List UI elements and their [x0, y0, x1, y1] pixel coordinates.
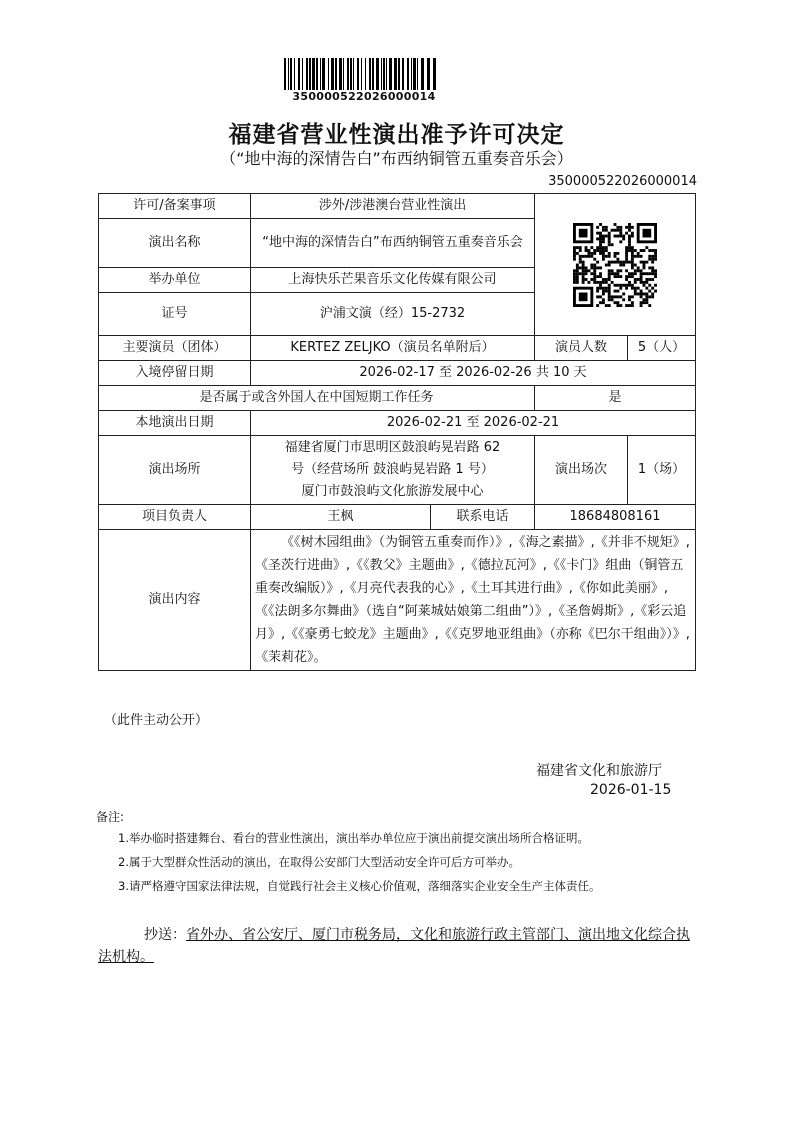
venue-line: 厦门市鼓浪屿文化旅游发展中心	[301, 484, 484, 499]
document-subtitle: （“地中海的深情告白”布西纳铜管五重奏音乐会）	[220, 149, 573, 168]
license-no-value: 沪浦文演（经）15-2732	[251, 293, 535, 336]
foreign-work-label: 是否属于或含外国人在中国短期工作任务	[99, 386, 535, 411]
phone-label: 联系电话	[431, 505, 535, 530]
note-item: 1.举办临时搭建舞台、看台的营业性演出，演出举办单位应于演出前提交演出场所合格证明。	[118, 831, 589, 845]
venue-line: 福建省厦门市思明区鼓浪屿晃岩路 62	[284, 440, 501, 455]
barcode-number: 350000522026000014	[292, 90, 436, 103]
performer-count-value: 5（人）	[628, 336, 696, 361]
issuer-name: 福建省文化和旅游厅	[536, 763, 662, 779]
table-row	[99, 436, 696, 505]
sessions-value: 1（场）	[628, 436, 696, 505]
notes-label: 备注:	[96, 810, 125, 824]
show-name-label: 演出名称	[99, 219, 251, 268]
license-no-label: 证号	[99, 293, 251, 336]
table-row	[99, 361, 696, 386]
public-disclosure-note: （此件主动公开）	[104, 713, 209, 728]
show-name-value: “地中海的深情告白”布西纳铜管五重奏音乐会	[251, 219, 535, 268]
barcode	[284, 58, 438, 90]
qr-code	[573, 223, 657, 307]
local-date-label: 本地演出日期	[99, 411, 251, 436]
cc-label: 抄送：	[144, 927, 186, 943]
cc-recipients: 省外办、省公安厅、厦门市税务局，文化和旅游行政主管部门、演出地文化综合执法机构。	[98, 927, 690, 965]
local-date-value: 2026-02-21 至 2026-02-21	[251, 411, 696, 436]
issue-date: 2026-01-15	[590, 782, 672, 798]
note-item: 2.属于大型群众性活动的演出，在取得公安部门大型活动安全许可后方可举办。	[118, 855, 520, 869]
permit-table	[98, 193, 696, 671]
venue-value	[251, 436, 535, 505]
note-item: 3.请严格遵守国家法律法规，自觉践行社会主义核心价值观，落细落实企业安全生产主体责任。	[118, 879, 601, 893]
table-row	[99, 386, 696, 411]
manager-label: 项目负责人	[99, 505, 251, 530]
content-value: 《《树木园组曲》（为铜管五重奏而作）》,《海之素描》,《并非不规矩》,《圣茨行进曲》,《《教父》主题曲》,《德拉瓦河》,《《卡门》组曲（铜管五重奏改编版）》,《月亮代表我的心》,《土耳其进行曲》,《你如此美丽》,《《法朗多尔舞曲》（选自“阿莱城姑娘第二组曲”）》,《圣詹姆斯》,《彩云追月》,《《豪勇七蛟龙》主题曲》,《《克罗地亚组曲》（亦称《巴尔干组曲》）》,《茉莉花》。	[251, 530, 696, 671]
document-title: 福建省营业性演出准予许可决定	[228, 122, 565, 148]
table-row	[99, 194, 696, 219]
stay-value: 2026-02-17 至 2026-02-26 共 10 天	[251, 361, 696, 386]
stay-label: 入境停留日期	[99, 361, 251, 386]
qr-cell	[535, 194, 696, 336]
table-row	[99, 411, 696, 436]
sessions-label: 演出场次	[535, 436, 628, 505]
organizer-label: 举办单位	[99, 268, 251, 293]
performer-label: 主要演员（团体）	[99, 336, 251, 361]
license-type-value: 涉外/涉港澳台营业性演出	[251, 194, 535, 219]
venue-label: 演出场所	[99, 436, 251, 505]
performer-value: KERTEZ ZELJKO（演员名单附后）	[251, 336, 535, 361]
foreign-work-value: 是	[535, 386, 696, 411]
license-type-label: 许可/备案事项	[99, 194, 251, 219]
cc-line	[98, 924, 698, 968]
phone-value: 18684808161	[535, 505, 696, 530]
content-label: 演出内容	[99, 530, 251, 671]
venue-line: 号（经营场所 鼓浪屿晃岩路 1 号）	[291, 462, 494, 477]
document-number: 350000522026000014	[548, 174, 697, 189]
table-row	[99, 530, 696, 671]
manager-value: 王枫	[251, 505, 431, 530]
performer-count-label: 演员人数	[535, 336, 628, 361]
organizer-value: 上海快乐芒果音乐文化传媒有限公司	[251, 268, 535, 293]
table-row	[99, 336, 696, 361]
table-row	[99, 505, 696, 530]
